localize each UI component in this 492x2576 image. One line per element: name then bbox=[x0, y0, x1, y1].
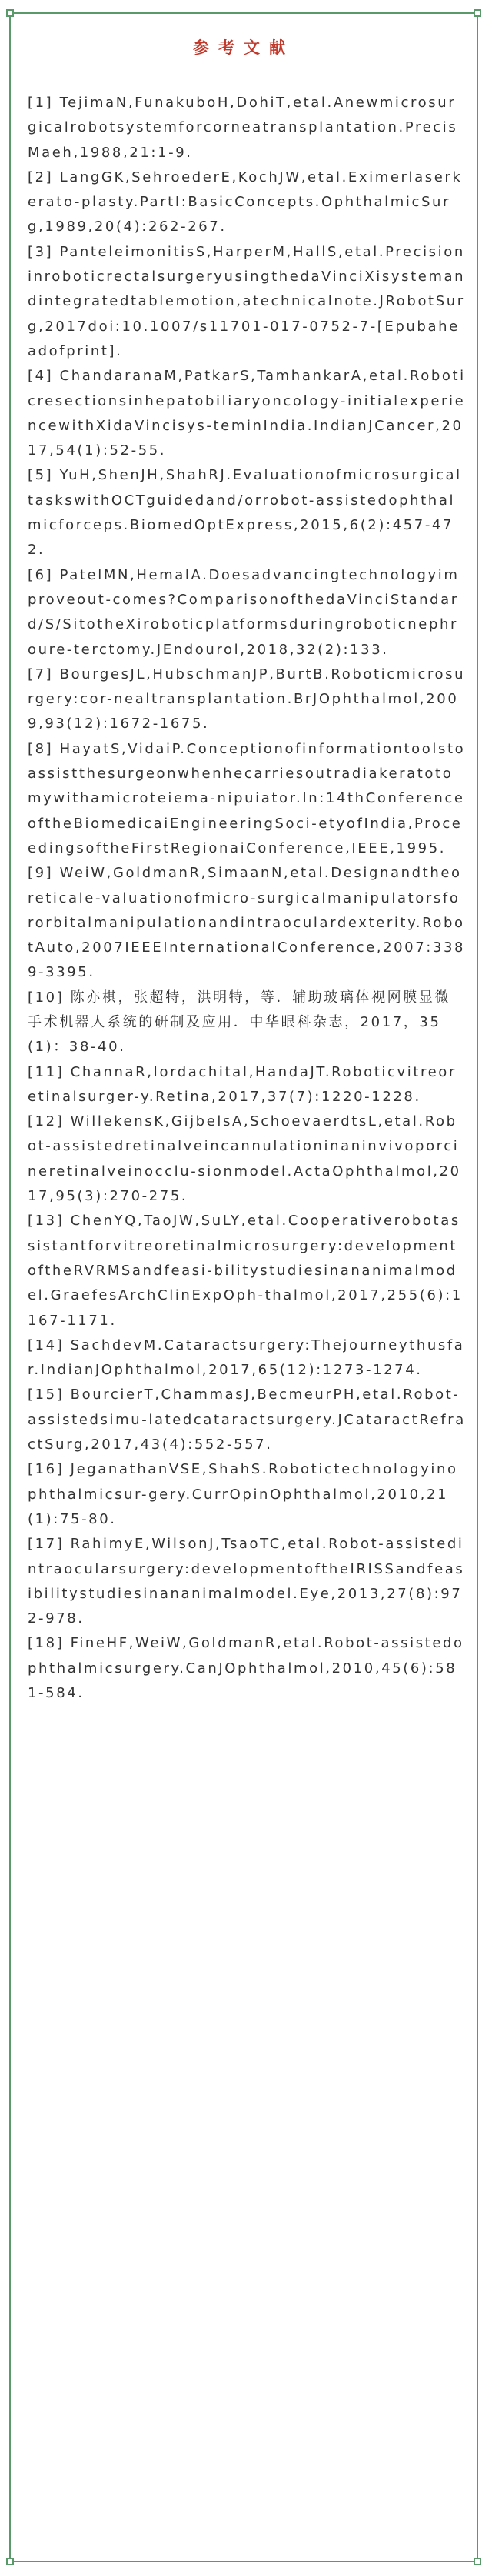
reference-item: [17] RahimyE,WilsonJ,TsaoTC,etal.Robot-assistedintraocularsurgery:developmentoftheIRISSandfeasibilitystudiesinananimalmodel.Eye,2013,27(8):972-978. bbox=[28, 1536, 465, 1627]
page-border bbox=[9, 12, 478, 2562]
reference-item: [7] BourgesJL,HubschmanJP,BurtB.Roboticmicrosurgery:cor-nealtransplantation.BrJOphthalmol,2009,93(12):1672-1675. bbox=[28, 666, 466, 732]
reference-item: [13] ChenYQ,TaoJW,SuLY,etal.Cooperativerobotassistantforvitreoretinalmicrosurgery:developmentoftheRVRMSandfeasi-bilitystudiesinananimalmodel.GraefesArchClinExpOph-thalmol,2017,255(6):1167-1171. bbox=[28, 1213, 463, 1329]
reference-item: [1] TejimaN,FunakuboH,DohiT,etal.Anewmicrosurgicalrobotsystemforcorneatransplantation.PrecisMaeh,1988,21:1-9. bbox=[28, 95, 458, 161]
references-heading: 参考文献 bbox=[193, 38, 294, 57]
border-corner-ornament bbox=[6, 9, 14, 17]
reference-item: [16] JeganathanVSE,ShahS.Robotictechnologyinophthalmicsur-gery.CurrOpinOphthalmol,2010,21(1):75-80. bbox=[28, 1461, 458, 1527]
border-corner-ornament bbox=[474, 2558, 481, 2565]
reference-item: [11] ChannaR,IordachitaI,HandaJT.Roboticvitreoretinalsurger-y.Retina,2017,37(7):1220-1228. bbox=[28, 1063, 457, 1105]
reference-list bbox=[28, 91, 466, 1706]
reference-item: [14] SachdevM.Cataractsurgery:Thejourneythusfar.IndianJOphthalmol,2017,65(12):1273-1274. bbox=[28, 1336, 465, 1379]
reference-item: [15] BourcierT,ChammasJ,BecmeurPH,etal.Robot-assistedsimu-latedcataractsurgery.JCataractRefractSurg,2017,43(4):552-557. bbox=[28, 1386, 466, 1453]
border-corner-ornament bbox=[6, 2558, 14, 2565]
reference-item: [5] YuH,ShenJH,ShahRJ.EvaluationofmicrosurgicaltaskswithOCTguidedand/orrobot-assistedophthalmicforceps.BiomedOptExpress,2015,6(2):457-472. bbox=[28, 467, 462, 559]
reference-item: [3] PanteleimonitisS,HarperM,HallS,etal.PrecisioninroboticrectalsurgeryusingthedaVinciXisystemandintegratedtablemotion,atechnicalnote.JRobotSurg,2017doi:10.1007/s11701-017-0752-7-[Epubaheadofprint]. bbox=[28, 243, 466, 359]
reference-item: [10] 陈亦棋，张超特，洪明特，等．辅助玻璃体视网膜显微手术机器人系统的研制及应用．中华眼科杂志，2017，35(1)：38-40. bbox=[28, 989, 451, 1056]
reference-item: [4] ChandaranaM,PatkarS,TamhankarA,etal.RoboticresectionsinhepatobiliaryoncoIogy-initialexperiencewithXidaVincisys-teminIndia.IndianJCancer,2017,54(1):52-55. bbox=[28, 368, 466, 459]
reference-item: [18] FineHF,WeiW,GoldmanR,etal.Robot-assistedophthalmicsurgery.CanJOphthalmol,2010,45(6):581-584. bbox=[28, 1635, 464, 1701]
reference-item: [9] WeiW,GoldmanR,SimaanN,etal.Designandtheoreticale-valuationofmicro-surgicalmanipulatorsfororbitalmanipulationandintraoculardexterity.RobotAuto,2007IEEEInternationalConference,2007:3389-3395. bbox=[28, 865, 466, 981]
reference-item: [2] LangGK,SehroederE,KochJW,etal.Eximerlaserkerato-plasty.PartI:BasicConcepts.OphthalmicSurg,1989,20(4):262-267. bbox=[28, 169, 463, 235]
reference-item: [6] PatelMN,HemalA.Doesadvancingtechnologyimproveout-comes?ComparisonofthedaVinciStandard/S/SitotheXiroboticplatformsduringroboticnephroure-terctomy.JEndourol,2018,32(2):133. bbox=[28, 566, 460, 658]
reference-item: [12] WillekensK,GijbelsA,SchoevaerdtsL,etal.Robot-assistedretinalveincannulationinaninvivoporcineretinalveinocclu-sionmodel.ActaOphthalmol,2017,95(3):270-275. bbox=[28, 1113, 461, 1205]
border-corner-ornament bbox=[474, 9, 481, 17]
reference-item: [8] HayatS,VidaiP.Conceptionofinformationtoolstoassistthesurgeonwhenhecarriesoutradiakeratotomywithamicroteiema-nipuiator.In:14thConferenceoftheBiomedicaiEngineeringSoci-etyofIndia,ProceedingsoftheFirstRegionaiConference,IEEE,1995. bbox=[28, 740, 466, 856]
